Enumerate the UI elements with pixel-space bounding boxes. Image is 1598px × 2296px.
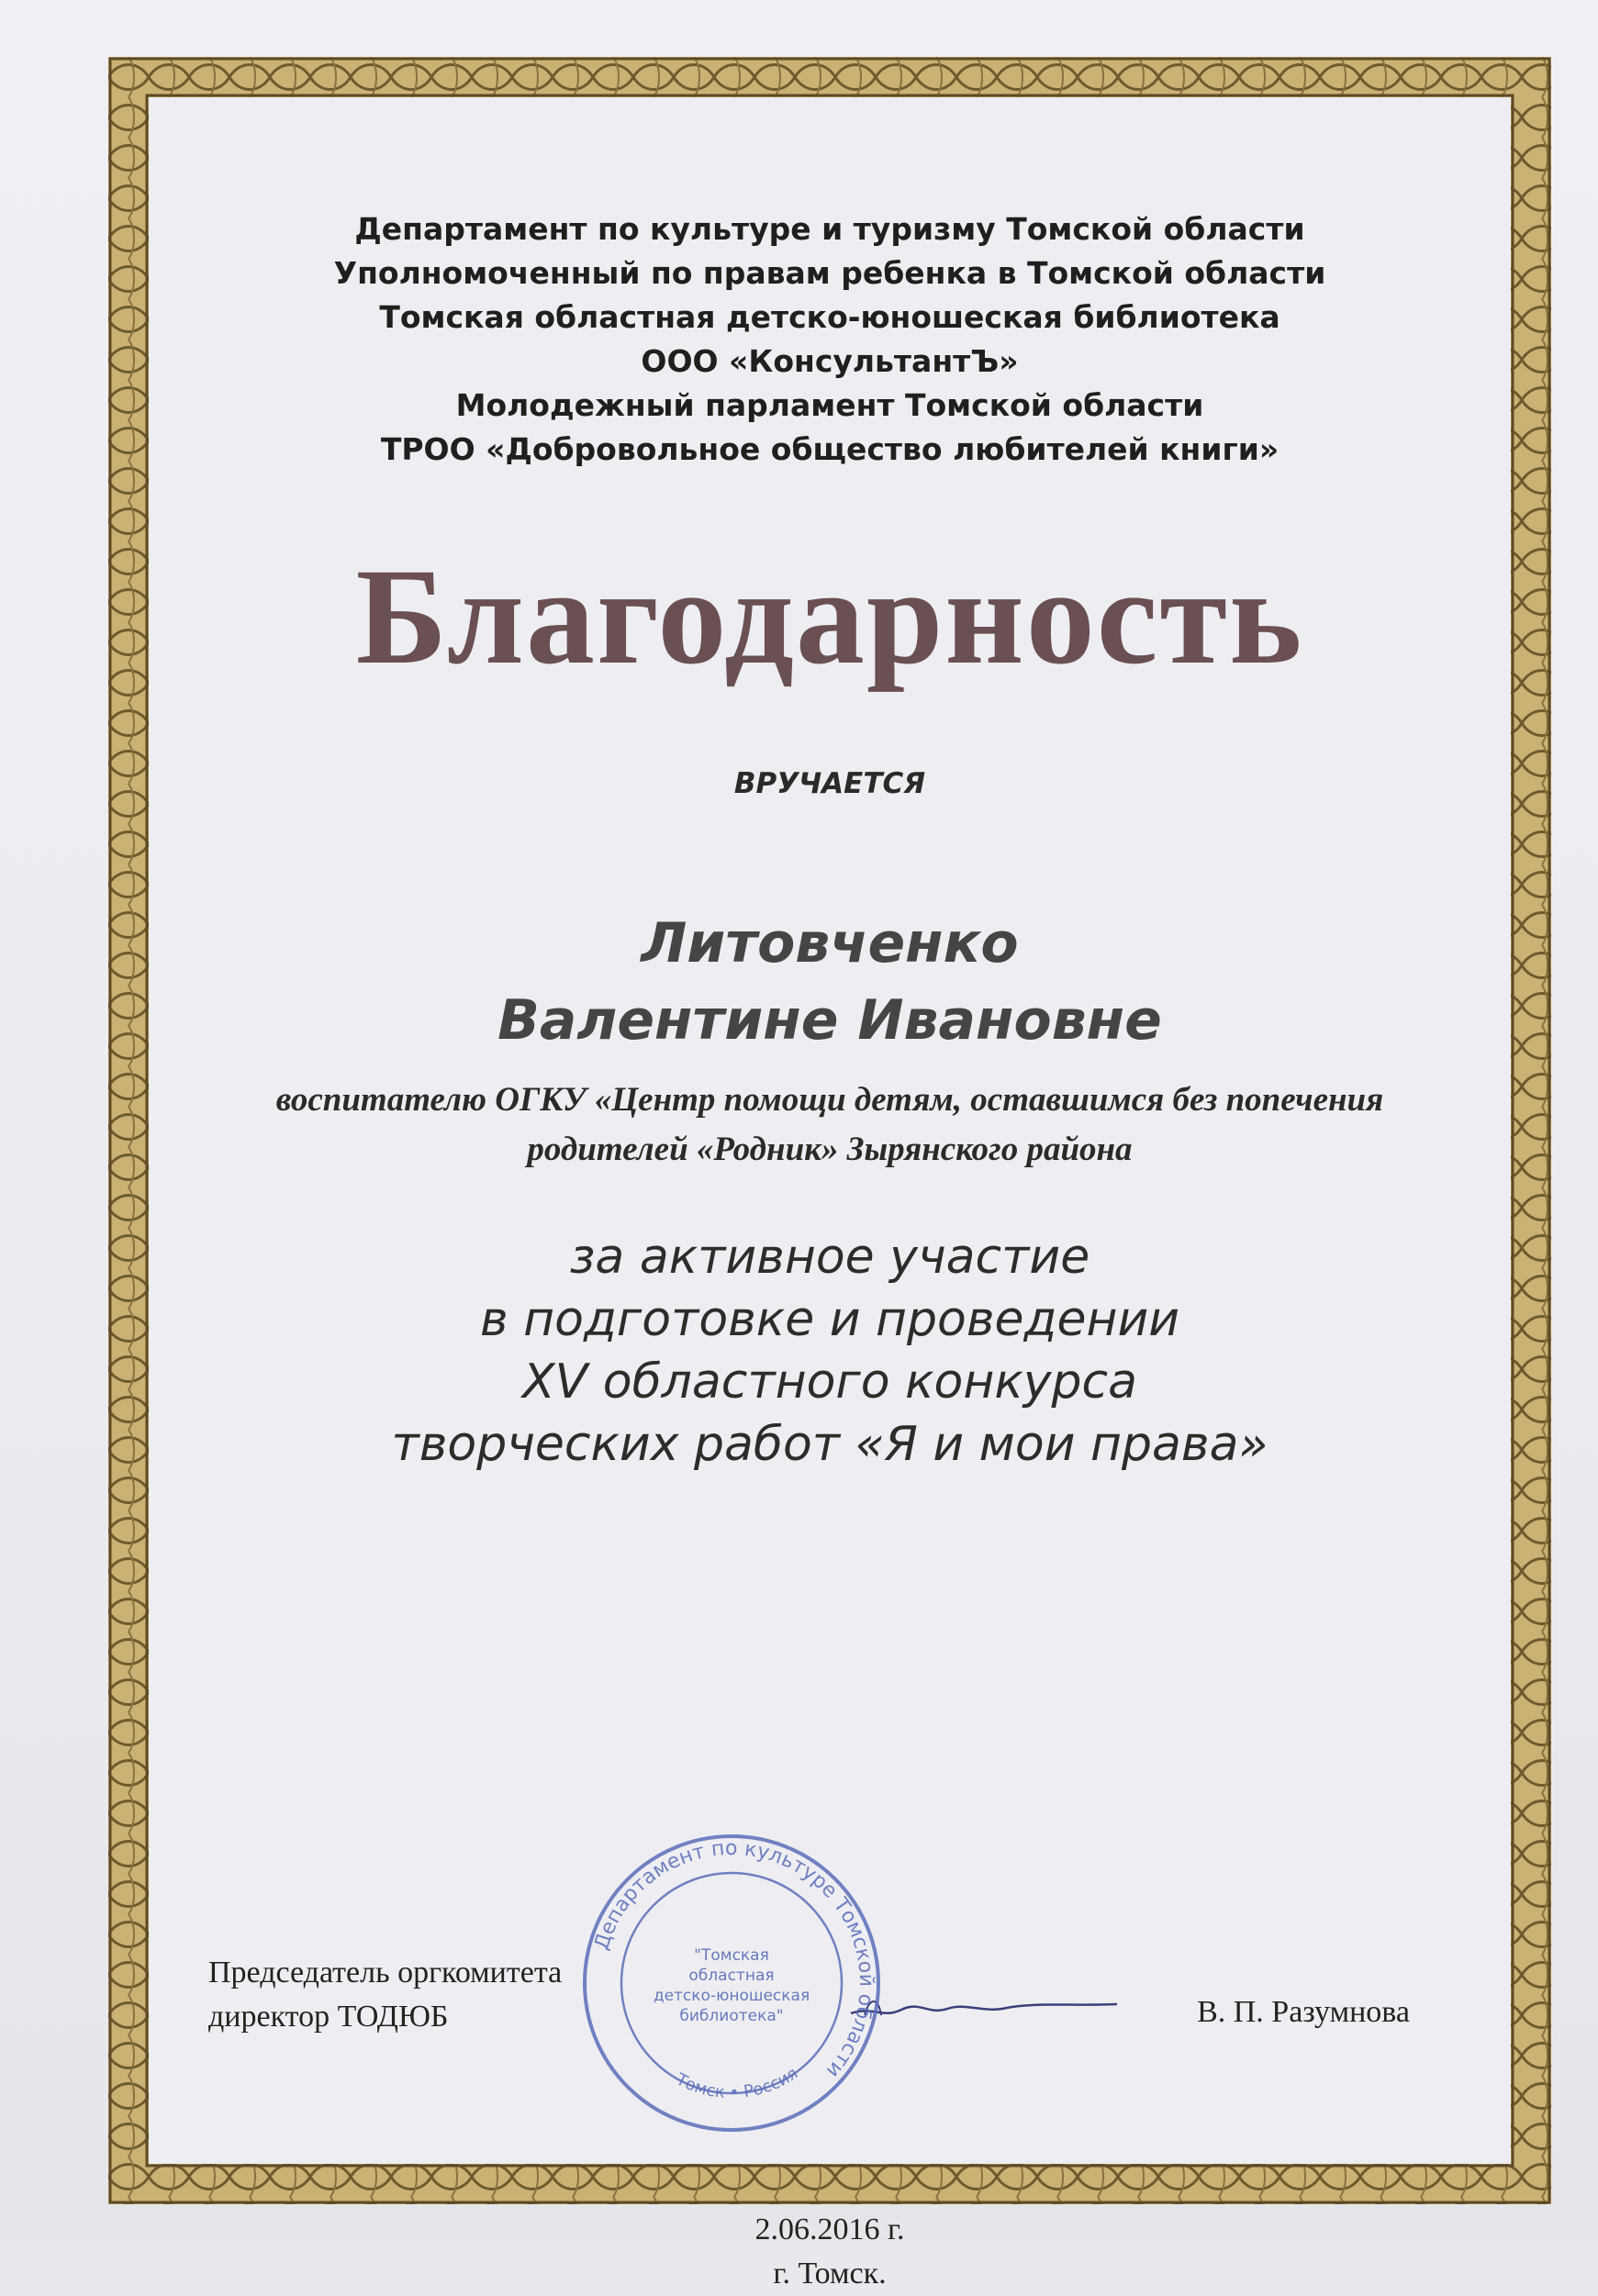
stamp-bottom-text: Томск • Россия [673,2063,802,2103]
recipient-surname: Литовченко [641,911,1019,975]
organization-line: Департамент по культуре и туризму Томской области [354,211,1305,247]
signatory-name: В. П. Разумнова [1197,1995,1410,2029]
organization-line: Молодежный парламент Томской области [455,387,1204,423]
recipient-name [149,905,1511,1059]
organization-line: ООО «КонсультантЪ» [641,343,1019,379]
award-reason [149,1226,1511,1476]
position-line: родителей «Родник» Зырянского района [527,1131,1133,1168]
stamp-inner-line: детско-юношеская [653,1987,810,2005]
stamp-inner-line: "Томская [694,1946,769,1965]
reason-line: за активное участие [569,1230,1090,1285]
signatory-role-line: Председатель оргкомитета [208,1956,563,1989]
recipient-given-names: Валентине Ивановне [497,988,1162,1053]
issue-date-place [149,2208,1511,2296]
issue-date: 2.06.2016 г. [754,2212,905,2246]
official-stamp [580,1832,883,2134]
reason-line: в подготовке и проведении [479,1292,1180,1347]
stamp-outer-text: Департамент по культуре Томской области [590,1836,878,2082]
signatory-role-line: директор ТОДЮБ [208,2000,449,2034]
handwritten-signature [846,1978,1122,2034]
organizations-list [149,207,1511,472]
stamp-inner-line: библиотека" [679,2007,784,2025]
signatory-role [208,1951,562,2039]
stamp-inner-line: областная [688,1967,775,1985]
certificate-content [149,97,1511,2290]
position-line: воспитателю ОГКУ «Центр помощи детям, оставшимся без попечения [275,1081,1384,1119]
certificate-title: Благодарность [355,541,1304,693]
organization-line: Томская областная детско-юношеская библиотека [379,299,1280,335]
issue-place: г. Томск. [773,2257,887,2290]
recipient-position [149,1076,1511,1175]
organization-line: Уполномоченный по правам ребенка в Томской области [333,255,1326,291]
reason-line: творческих работ «Я и мои права» [391,1417,1268,1472]
awarded-label: ВРУЧАЕТСЯ [733,767,926,800]
organization-line: ТРОО «Добровольное общество любителей книги» [380,431,1280,467]
reason-line: XV областного конкурса [522,1354,1137,1410]
